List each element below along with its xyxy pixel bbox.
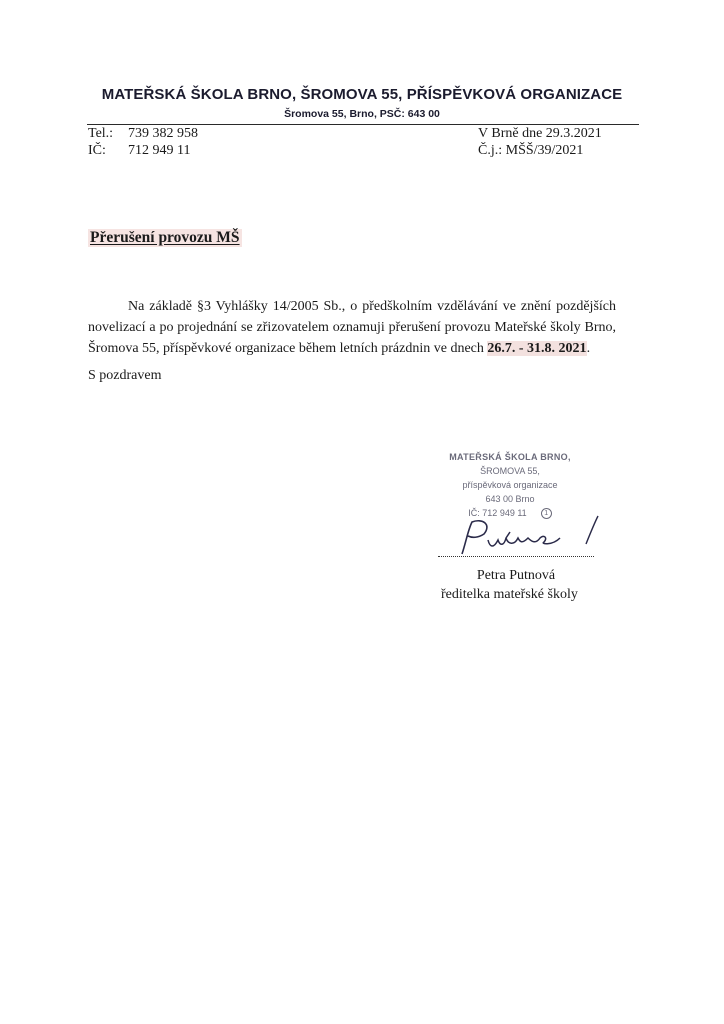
tel-value: 739 382 958 (128, 126, 198, 141)
stamp-line-4: 643 00 Brno (485, 494, 535, 504)
reference-number: Č.j.: MŠŠ/39/2021 (478, 143, 584, 158)
ic-value: 712 949 11 (128, 143, 191, 158)
stamp-line-1: MATEŘSKÁ ŠKOLA BRNO, (449, 452, 571, 462)
handwritten-signature (448, 514, 608, 562)
paragraph-end: . (586, 341, 591, 356)
stamp-line-2: ŠROMOVA 55, (480, 466, 540, 476)
contact-block (88, 125, 198, 159)
closure-dates: 26.7. - 31.8. 2021 (487, 341, 587, 356)
school-stamp (420, 450, 600, 520)
stamp-line-3: příspěvková organizace (462, 480, 558, 490)
signer-block (438, 566, 594, 604)
reference-block (478, 125, 602, 159)
signer-role: ředitelka mateřské školy (441, 587, 578, 602)
greeting: S pozdravem (88, 368, 162, 383)
stamp-line-5: IČ: 712 949 11 (468, 508, 527, 518)
ic-label: IČ: (88, 143, 106, 158)
tel-label: Tel.: (88, 126, 114, 141)
announcement-text: Na základě §3 Vyhlášky 14/2005 Sb., o předškolním vzdělávání ve znění pozdějších novelizací a po projednání se zřizovatelem oznamuji přerušení provozu Mateřské školy Brno, Šromova 55, příspěvkové organizace během letních prázdnin ve dnech (88, 299, 616, 356)
stamp-number-mark: 1 (541, 508, 552, 519)
signature-line (438, 556, 594, 558)
school-address: Šromova 55, Brno, PSČ: 643 00 (284, 108, 440, 120)
announcement-paragraph (88, 296, 616, 359)
school-name-header: MATEŘSKÁ ŠKOLA BRNO, ŠROMOVA 55, PŘÍSPĚVKOVÁ ORGANIZACE (101, 86, 623, 103)
document-date: V Brně dne 29.3.2021 (478, 126, 602, 141)
document-heading: Přerušení provozu MŠ (90, 229, 240, 246)
signer-name: Petra Putnová (476, 568, 556, 583)
